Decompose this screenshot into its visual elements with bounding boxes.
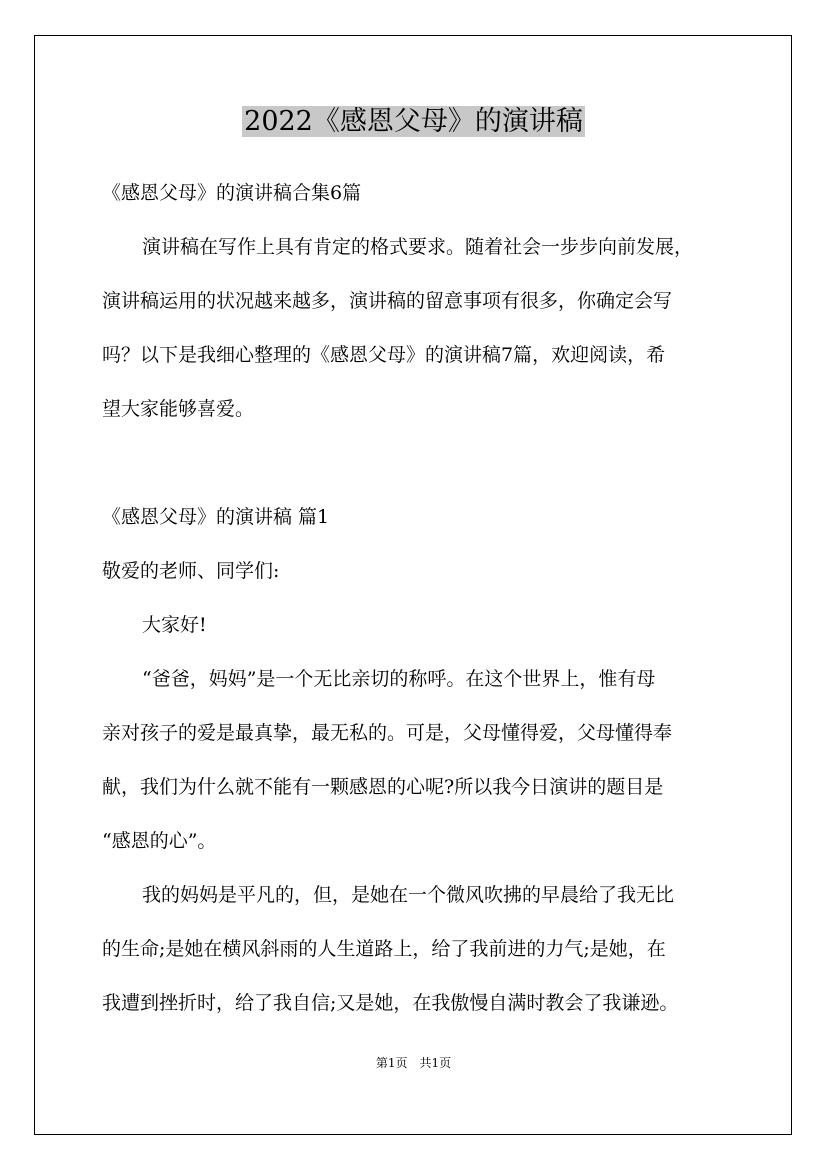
intro-line-4: 望大家能够喜爱。 <box>102 398 255 420</box>
paragraph-gap <box>102 436 732 490</box>
intro-line-1: 演讲稿在写作上具有肯定的格式要求。随着社会一步步向前发展， <box>142 236 694 258</box>
salutation: 敬爱的老师、同学们: <box>102 560 280 582</box>
paragraph1-line-3: 献，我们为什么就不能有一颗感恩的心呢?所以我今日演讲的题目是 <box>102 776 664 798</box>
section-heading: 《感恩父母》的演讲稿 篇1 <box>102 506 330 528</box>
paragraph2-line-2: 的生命;是她在横风斜雨的人生道路上，给了我前进的力气;是她，在 <box>102 938 666 960</box>
intro-line-2: 演讲稿运用的状况越来越多，演讲稿的留意事项有很多，你确定会写 <box>102 290 673 312</box>
paragraph1-line-2: 亲对孩子的爱是最真挚，最无私的。可是，父母懂得爱，父母懂得奉 <box>102 722 673 744</box>
document-body <box>102 166 732 1030</box>
document-title <box>0 100 827 144</box>
paragraph2-line-1: 我的妈妈是平凡的，但，是她在一个微风吹拂的早晨给了我无比 <box>142 884 675 906</box>
page-footer <box>0 1054 827 1071</box>
document-title-text: 2022《感恩父母》的演讲稿 <box>244 106 583 137</box>
paragraph1-line-1: “爸爸，妈妈”是一个无比亲切的称呼。在这个世界上，惟有母 <box>142 668 656 690</box>
page-number: 第1页 共1页 <box>375 1056 452 1070</box>
paragraph2-line-3: 我遭到挫折时，给了我自信;又是她，在我傲慢自满时教会了我谦逊。 <box>102 992 679 1014</box>
greeting: 大家好! <box>142 614 207 636</box>
intro-line-3: 吗？以下是我细心整理的《感恩父母》的演讲稿7篇，欢迎阅读，希 <box>102 344 666 366</box>
paragraph1-line-4: “感恩的心”。 <box>102 830 217 852</box>
document-subtitle: 《感恩父母》的演讲稿合集6篇 <box>102 182 362 204</box>
